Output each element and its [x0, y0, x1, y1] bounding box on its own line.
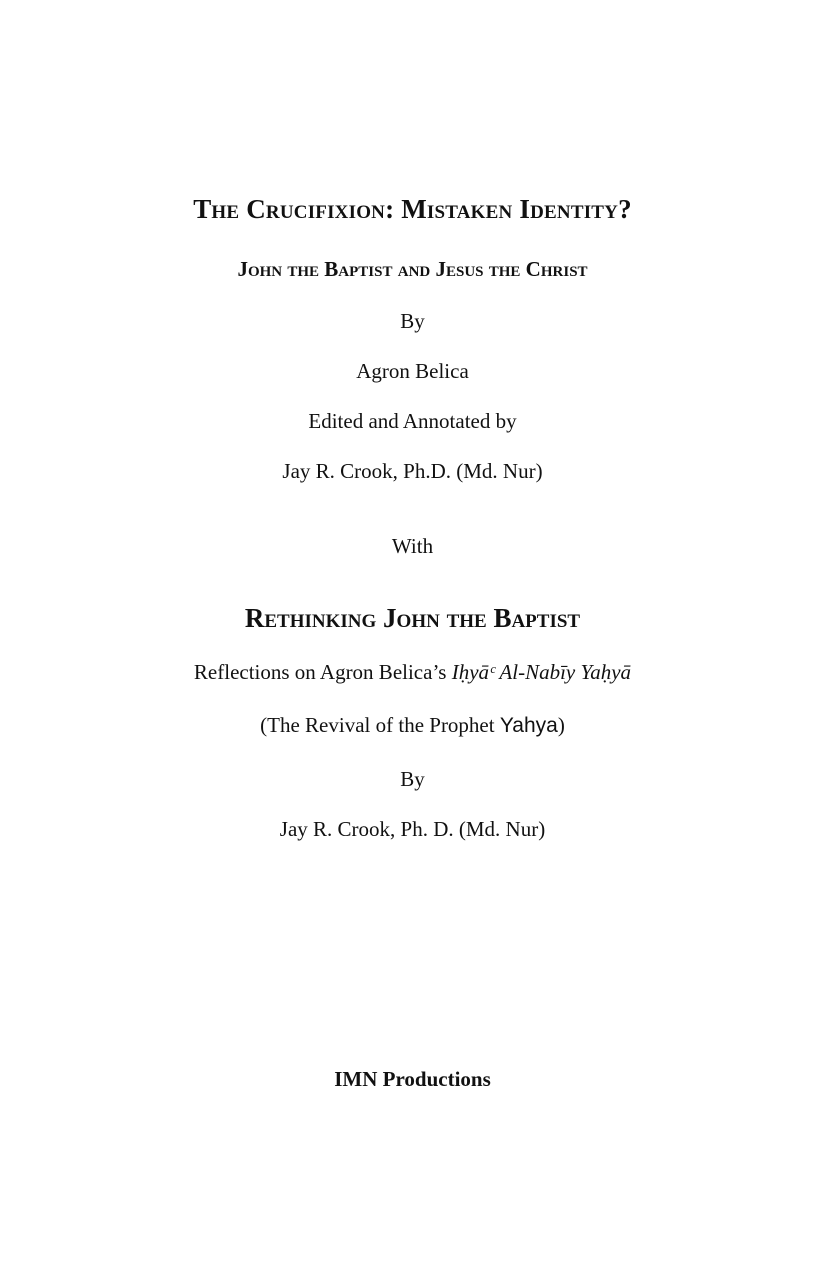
reflections-prefix: Reflections on Agron Belica’s	[193, 660, 452, 684]
book-subtitle: John the Baptist and Jesus the Christ	[237, 257, 588, 281]
revival-close: )	[557, 713, 565, 737]
revival-line	[0, 715, 825, 736]
reflections-line	[0, 662, 825, 683]
by-label-2: By	[400, 767, 425, 791]
by-label: By	[400, 309, 425, 333]
revival-open: (The Revival of the Prophet	[260, 713, 500, 737]
publisher: IMN Productions	[334, 1067, 491, 1091]
book-title: The Crucifixion: Mistaken Identity?	[193, 194, 632, 224]
work-title: Iḥyāᶜ Al-Nabīy Yaḥyā	[451, 660, 632, 684]
second-title: Rethinking John the Baptist	[244, 603, 581, 633]
author-name-2: Jay R. Crook, Ph. D. (Md. Nur)	[279, 817, 546, 841]
prophet-name: Yahya	[499, 714, 558, 737]
editor-name: Jay R. Crook, Ph.D. (Md. Nur)	[282, 459, 543, 483]
edited-label: Edited and Annotated by	[308, 409, 517, 433]
with-label: With	[391, 534, 434, 558]
author-name: Agron Belica	[356, 359, 469, 383]
